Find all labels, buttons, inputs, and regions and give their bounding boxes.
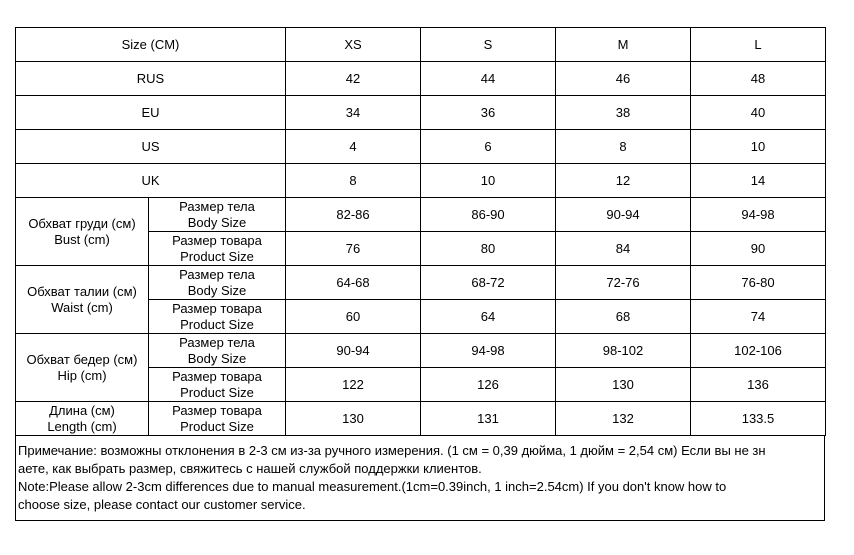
note-ru-line-1: Примечание: возможны отклонения в 2-3 см из-за ручного измерения. (1 см = 0,39 дюйма, 1 дюйм = 2,54 см) Если вы не зн (18, 443, 766, 458)
row-label: US (16, 130, 286, 164)
sub-label-ru: Размер товара (172, 402, 262, 418)
sub-label-ru: Размер тела (179, 266, 255, 282)
cell: 36 (421, 96, 556, 130)
note-en-line-2: choose size, please contact our customer service. (18, 497, 306, 512)
cell: 48 (691, 62, 826, 96)
sub-label-ru: Размер тела (179, 198, 255, 214)
group-label-ru: Обхват талии (см) (27, 283, 137, 299)
cell: 102-106 (691, 334, 826, 368)
cell: 60 (286, 300, 421, 334)
table-row-hip-body (16, 334, 826, 368)
size-table (15, 27, 826, 436)
measurement-note (15, 436, 825, 521)
cell: 82-86 (286, 198, 421, 232)
group-label-hip (16, 334, 149, 402)
cell: 44 (421, 62, 556, 96)
cell: 94-98 (421, 334, 556, 368)
size-s-header: S (421, 28, 556, 62)
group-label-en: Waist (cm) (51, 299, 113, 315)
row-label: EU (16, 96, 286, 130)
cell: 76-80 (691, 266, 826, 300)
cell: 76 (286, 232, 421, 266)
cell: 8 (286, 164, 421, 198)
size-l-header: L (691, 28, 826, 62)
size-chart (15, 27, 825, 521)
cell: 40 (691, 96, 826, 130)
group-label-ru: Обхват груди (см) (28, 215, 136, 231)
sub-label-ru: Размер товара (172, 300, 262, 316)
table-row-eu (16, 96, 826, 130)
sub-label-en: Product Size (180, 316, 254, 332)
cell: 68-72 (421, 266, 556, 300)
cell: 64 (421, 300, 556, 334)
table-row-us (16, 130, 826, 164)
group-label-bust (16, 198, 149, 266)
cell: 90-94 (286, 334, 421, 368)
cell: 86-90 (421, 198, 556, 232)
cell: 34 (286, 96, 421, 130)
table-row-uk (16, 164, 826, 198)
cell: 133.5 (691, 402, 826, 436)
cell: 8 (556, 130, 691, 164)
sub-label (149, 334, 286, 368)
group-label-en: Length (cm) (47, 418, 117, 434)
row-label: UK (16, 164, 286, 198)
group-label-ru: Обхват бедер (см) (26, 351, 138, 367)
size-m-header: M (556, 28, 691, 62)
cell: 132 (556, 402, 691, 436)
sub-label-ru: Размер товара (172, 232, 262, 248)
cell: 10 (691, 130, 826, 164)
sub-label-en: Product Size (180, 418, 254, 434)
group-label-length (16, 402, 149, 436)
header-row (16, 28, 826, 62)
sub-label (149, 232, 286, 266)
cell: 10 (421, 164, 556, 198)
cell: 74 (691, 300, 826, 334)
sub-label-en: Body Size (187, 214, 247, 230)
sub-label (149, 402, 286, 436)
cell: 46 (556, 62, 691, 96)
cell: 4 (286, 130, 421, 164)
cell: 64-68 (286, 266, 421, 300)
cell: 131 (421, 402, 556, 436)
cell: 84 (556, 232, 691, 266)
cell: 130 (286, 402, 421, 436)
cell: 136 (691, 368, 826, 402)
sub-label-ru: Размер тела (179, 334, 255, 350)
size-xs-header: XS (286, 28, 421, 62)
cell: 72-76 (556, 266, 691, 300)
sub-label-en: Body Size (187, 282, 247, 298)
note-ru-line-2: аете, как выбрать размер, свяжитесь с нашей службой поддержки клиентов. (18, 461, 482, 476)
cell: 90 (691, 232, 826, 266)
header-label: Size (CM) (16, 28, 286, 62)
sub-label (149, 300, 286, 334)
cell: 38 (556, 96, 691, 130)
sub-label (149, 198, 286, 232)
cell: 14 (691, 164, 826, 198)
table-row-length-product (16, 402, 826, 436)
sub-label (149, 266, 286, 300)
sub-label (149, 368, 286, 402)
group-label-ru: Длина (см) (49, 402, 115, 418)
table-row-bust-body (16, 198, 826, 232)
note-en-line-1: Note:Please allow 2-3cm differences due to manual measurement.(1cm=0.39inch, 1 inch=2.54cm) If you don't know how to (18, 479, 727, 494)
cell: 122 (286, 368, 421, 402)
cell: 98-102 (556, 334, 691, 368)
group-label-waist (16, 266, 149, 334)
group-label-en: Bust (cm) (54, 231, 110, 247)
cell: 126 (421, 368, 556, 402)
group-label-en: Hip (cm) (57, 367, 107, 383)
cell: 130 (556, 368, 691, 402)
cell: 42 (286, 62, 421, 96)
row-label: RUS (16, 62, 286, 96)
cell: 12 (556, 164, 691, 198)
sub-label-en: Product Size (180, 384, 254, 400)
cell: 80 (421, 232, 556, 266)
table-row-waist-body (16, 266, 826, 300)
cell: 94-98 (691, 198, 826, 232)
cell: 90-94 (556, 198, 691, 232)
sub-label-ru: Размер товара (172, 368, 262, 384)
sub-label-en: Product Size (180, 248, 254, 264)
cell: 68 (556, 300, 691, 334)
sub-label-en: Body Size (187, 350, 247, 366)
table-row-rus (16, 62, 826, 96)
cell: 6 (421, 130, 556, 164)
